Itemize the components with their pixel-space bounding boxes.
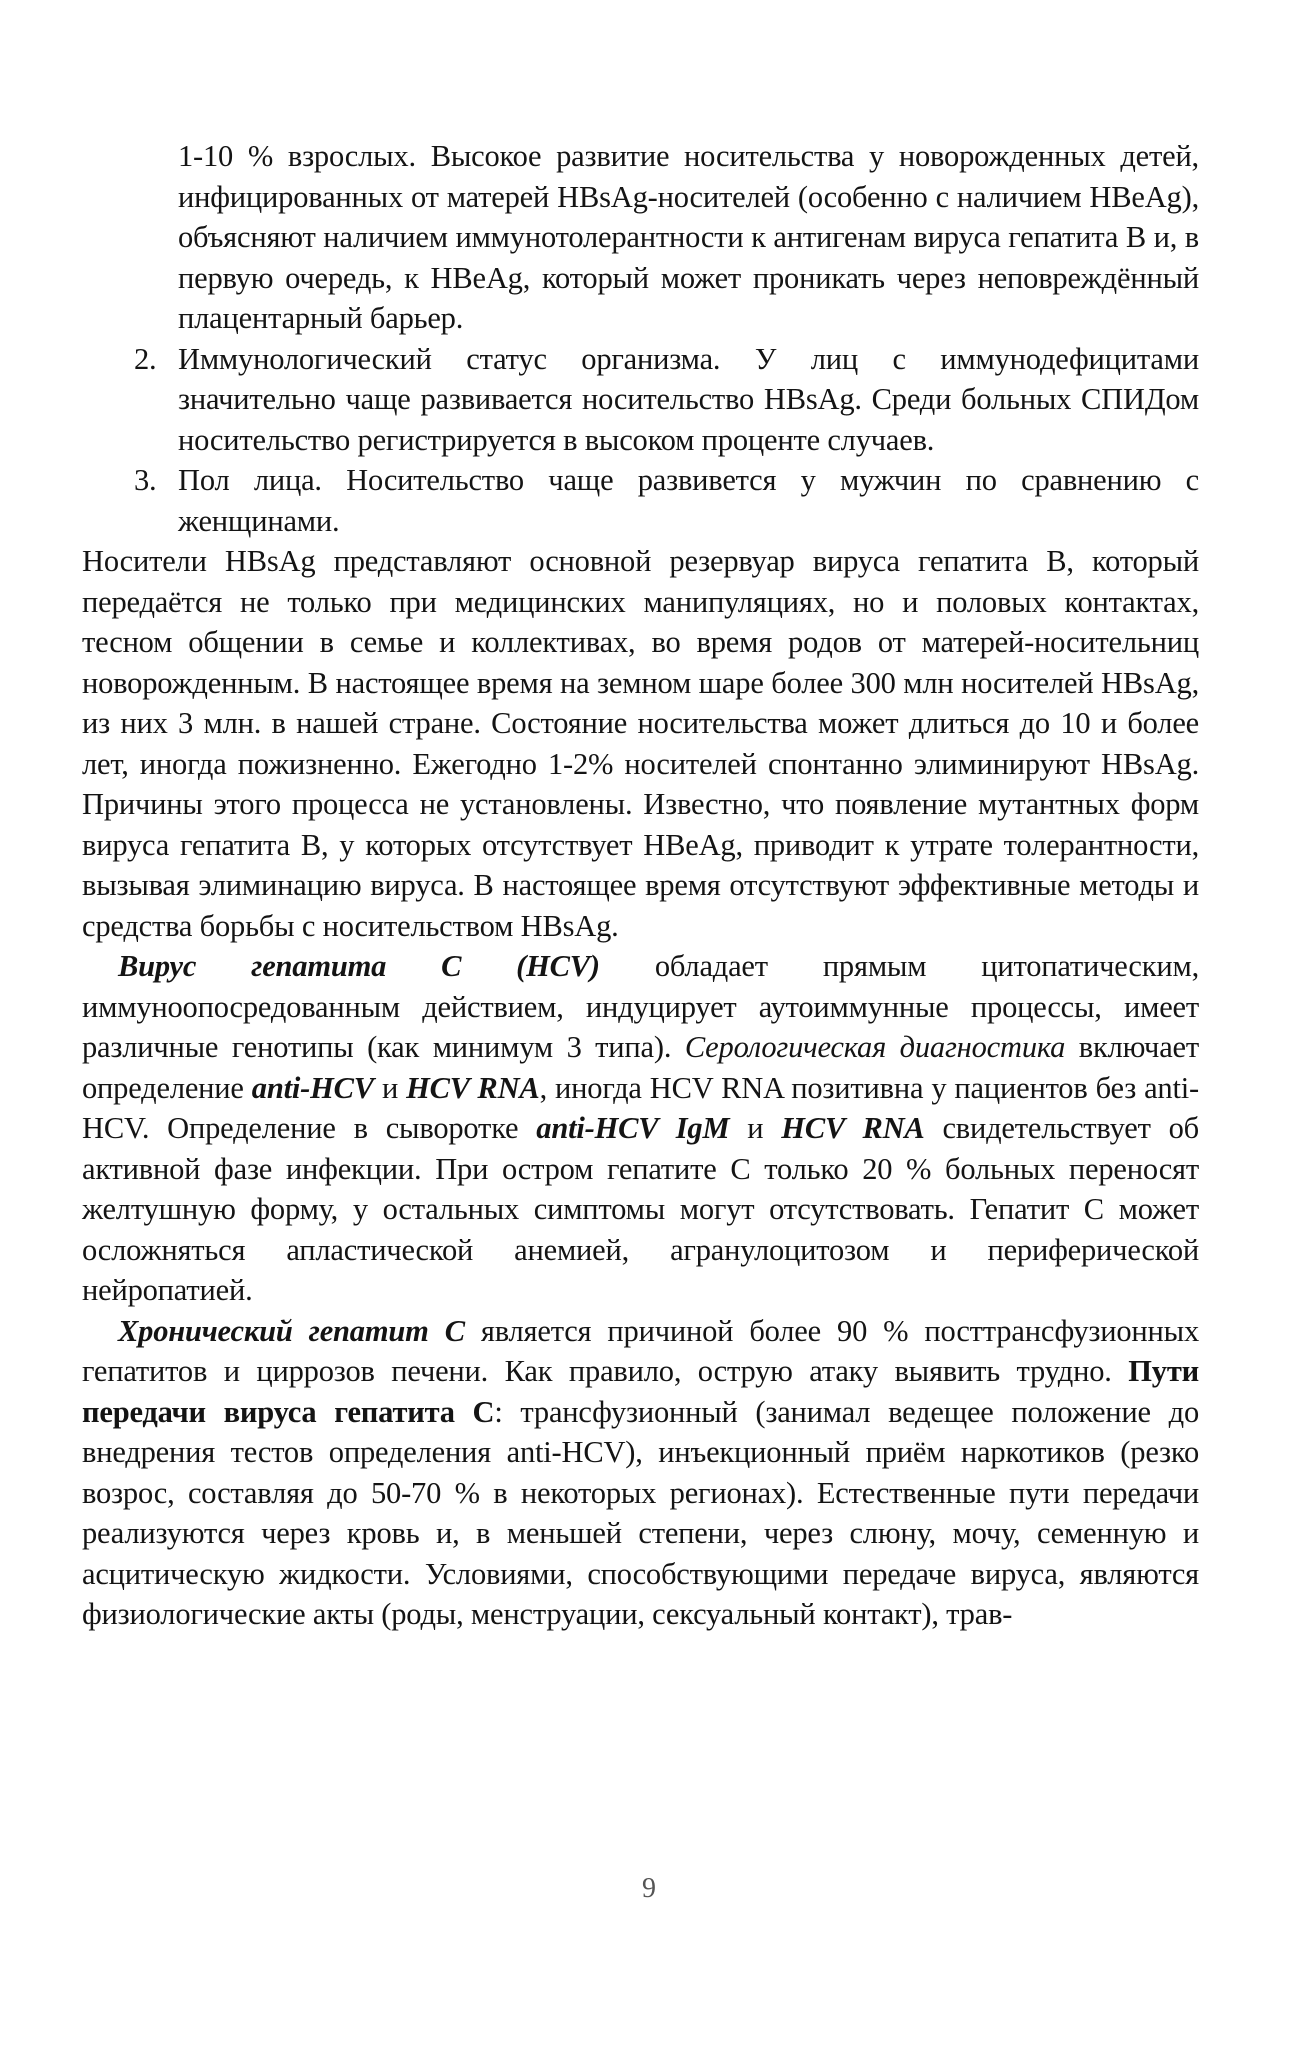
text-run: обладает прямым цитопатическим, иммуноопосредованным действием, индуцирует аутоиммунные процессы, имеет различные генотипы (как минимум 3 типа). [82, 949, 1199, 1064]
hcv-heading: Вирус гепатита С (HCV) [118, 949, 600, 983]
text-run: , иногда HCV RNA позитивна у пациентов без anti-HCV. Определение в сыворотке [82, 1070, 1199, 1145]
list-number: 3. [134, 463, 157, 497]
text-run: включает определение [82, 1030, 1199, 1105]
chronic-paragraph [82, 1311, 1199, 1635]
chronic-heading: Хронический гепатит С [118, 1313, 465, 1348]
routes-heading: Пути передачи вируса гепатита С [82, 1354, 1199, 1429]
page-number: 9 [642, 1873, 656, 1904]
list-item-2 [82, 339, 1199, 461]
marker-anti-hcv: anti-HCV [251, 1070, 374, 1105]
list-text: Пол лица. Носительство чаще развивется у мужчин по сравнению с женщинами. [178, 463, 1199, 538]
marker-anti-hcv-igm: anti-HCV IgM [536, 1111, 730, 1145]
text-run: и [729, 1111, 782, 1145]
continuation-paragraph: 1-10 % взрослых. Высокое развитие носительства у новорожденных детей, инфицированных от матерей HBsAg-носителей (особенно с наличием HBeAg), объясняют наличием иммунотолерантности к антигенам вируса гепатита В и, в первую очередь, к HBeAg, который может проникать через неповреждённый плацентарный барьер. [178, 139, 1199, 335]
serology-term: Серологическая диагностика [684, 1030, 1066, 1064]
text-run: является причиной более 90 % посттрансфузионных гепатитов и циррозов печени. Как правило, острую атаку выявить трудно. [82, 1313, 1199, 1388]
text-run: : трансфузионный (занимал ведещее положение до внедрения тестов определения anti-HCV), инъекционный приём наркотиков (резко возрос, составляя до 50-70 % в некоторых регионах). Естественные пути передачи реализуются через кровь и, в меньшей степени, через слюну, мочу, семенную и асцитическую жидкости. Условиями, способствующими передаче вируса, являются физиологические акты (роды, менструации, сексуальный контакт), трав- [82, 1394, 1199, 1631]
carriers-paragraph: Носители HBsAg представляют основной резервуар вируса гепатита В, который передаётся не только при медицинских манипуляциях, но и половых контактах, тесном общении в семье и коллективах, во время родов от матерей-носительниц новорожденным. В настоящее время на земном шаре более 300 млн носителей HBsAg, из них 3 млн. в нашей стране. Состояние носительства может длиться до 10 и более лет, иногда пожизненно. Ежегодно 1-2% носителей спонтанно элиминируют HBsAg. Причины этого процесса не установлены. Известно, что появление мутантных форм вируса гепатита В, у которых отсутствует HBeAg, приводит к утрате толерантности, вызывая элиминацию вируса. В настоящее время отсутствуют эффективные методы и средства борьбы с носительством HBsAg. [82, 544, 1199, 943]
list-text: Иммунологический статус организма. У лиц с иммунодефицитами значительно чаще развивается носительство HBsAg. Среди больных СПИДом носительство регистрируется в высоком проценте случаев. [178, 341, 1199, 457]
text-run: и [373, 1070, 407, 1105]
text-run: свидетельствует об активной фазе инфекции. При остром гепатите С только 20 % больных переносят желтушную форму, у остальных симптомы могут отсутствовать. Гепатит С может осложняться апластической анемией, агранулоцитозом и периферической нейропатией. [82, 1111, 1199, 1307]
marker-hcv-rna: HCV RNA [781, 1111, 925, 1145]
list-item-3 [82, 460, 1199, 541]
hcv-paragraph [82, 946, 1199, 1311]
list-number: 2. [134, 341, 157, 376]
marker-hcv-rna: HCV RNA [406, 1070, 540, 1105]
page-text [82, 136, 1199, 1635]
